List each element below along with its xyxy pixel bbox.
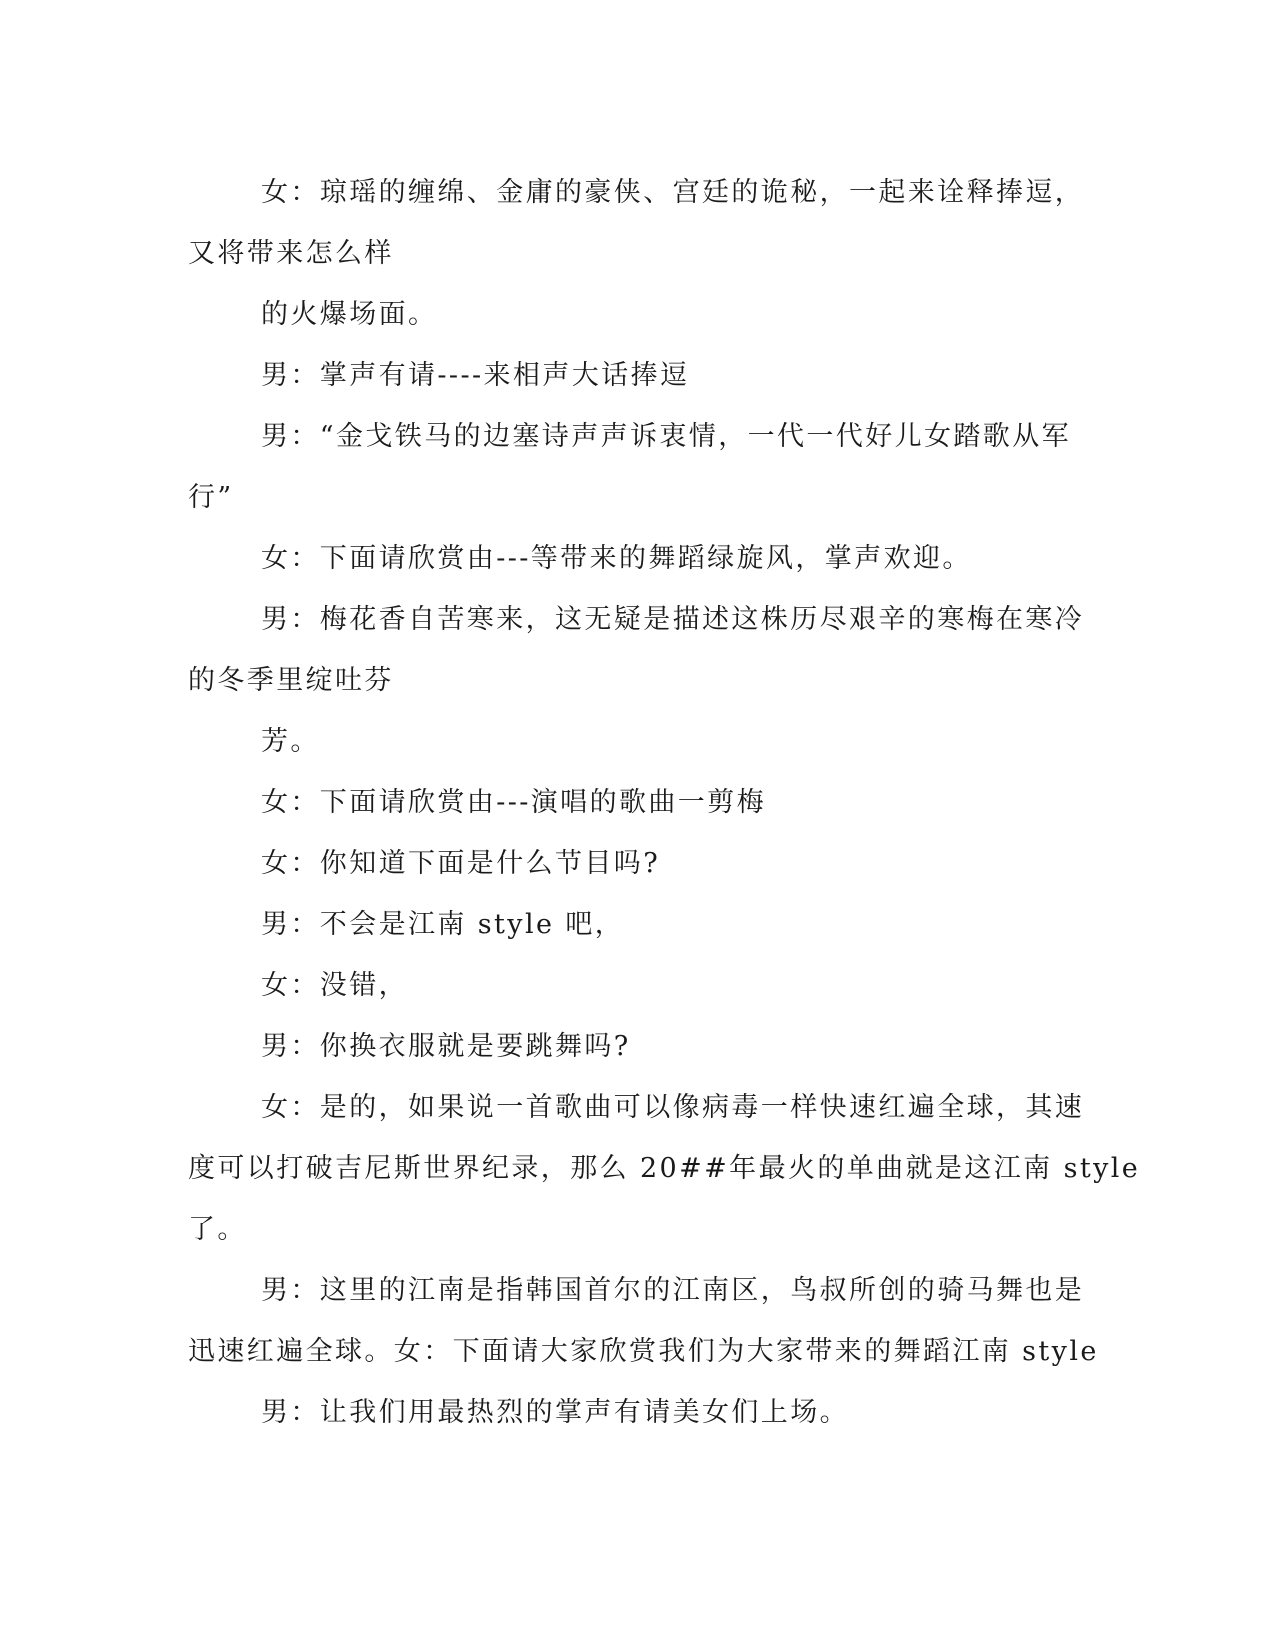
text-line: 迅速红遍全球。女：下面请大家欣赏我们为大家带来的舞蹈江南 style: [188, 1336, 1099, 1367]
text-line: 男：你换衣服就是要跳舞吗?: [261, 1031, 631, 1062]
text-line: 又将带来怎么样: [188, 238, 394, 269]
text-line: 女：琼瑶的缠绵、金庸的豪侠、宫廷的诡秘，一起来诠释捧逗，: [261, 177, 1085, 208]
text-line: 度可以打破吉尼斯世界纪录，那么 20##年最火的单曲就是这江南 style: [188, 1153, 1141, 1184]
text-line: 男：“金戈铁马的边塞诗声声诉衷情，一代一代好儿女踏歌从军: [261, 421, 1072, 452]
text-line: 了。: [188, 1214, 247, 1245]
text-line: 女：下面请欣赏由---演唱的歌曲一剪梅: [261, 787, 766, 818]
document-body: [188, 162, 1141, 1443]
text-line: 女：是的，如果说一首歌曲可以像病毒一样快速红遍全球，其速: [261, 1092, 1085, 1123]
text-line: 行”: [188, 482, 234, 513]
text-line: 的火爆场面。: [261, 299, 438, 330]
text-line: 男：梅花香自苦寒来，这无疑是描述这株历尽艰辛的寒梅在寒冷: [261, 604, 1085, 635]
text-line: 男：掌声有请----来相声大话捧逗: [261, 360, 690, 391]
text-line: 女：下面请欣赏由---等带来的舞蹈绿旋风，掌声欢迎。: [261, 543, 972, 574]
text-line: 男：这里的江南是指韩国首尔的江南区，鸟叔所创的骑马舞也是: [261, 1275, 1085, 1306]
text-line: 女：你知道下面是什么节目吗?: [261, 848, 661, 879]
text-line: 芳。: [261, 726, 320, 757]
text-line: 男：不会是江南 style 吧，: [261, 909, 625, 940]
text-line: 女：没错，: [261, 970, 408, 1001]
text-line: 男：让我们用最热烈的掌声有请美女们上场。: [261, 1397, 849, 1428]
text-line: 的冬季里绽吐芬: [188, 665, 394, 696]
